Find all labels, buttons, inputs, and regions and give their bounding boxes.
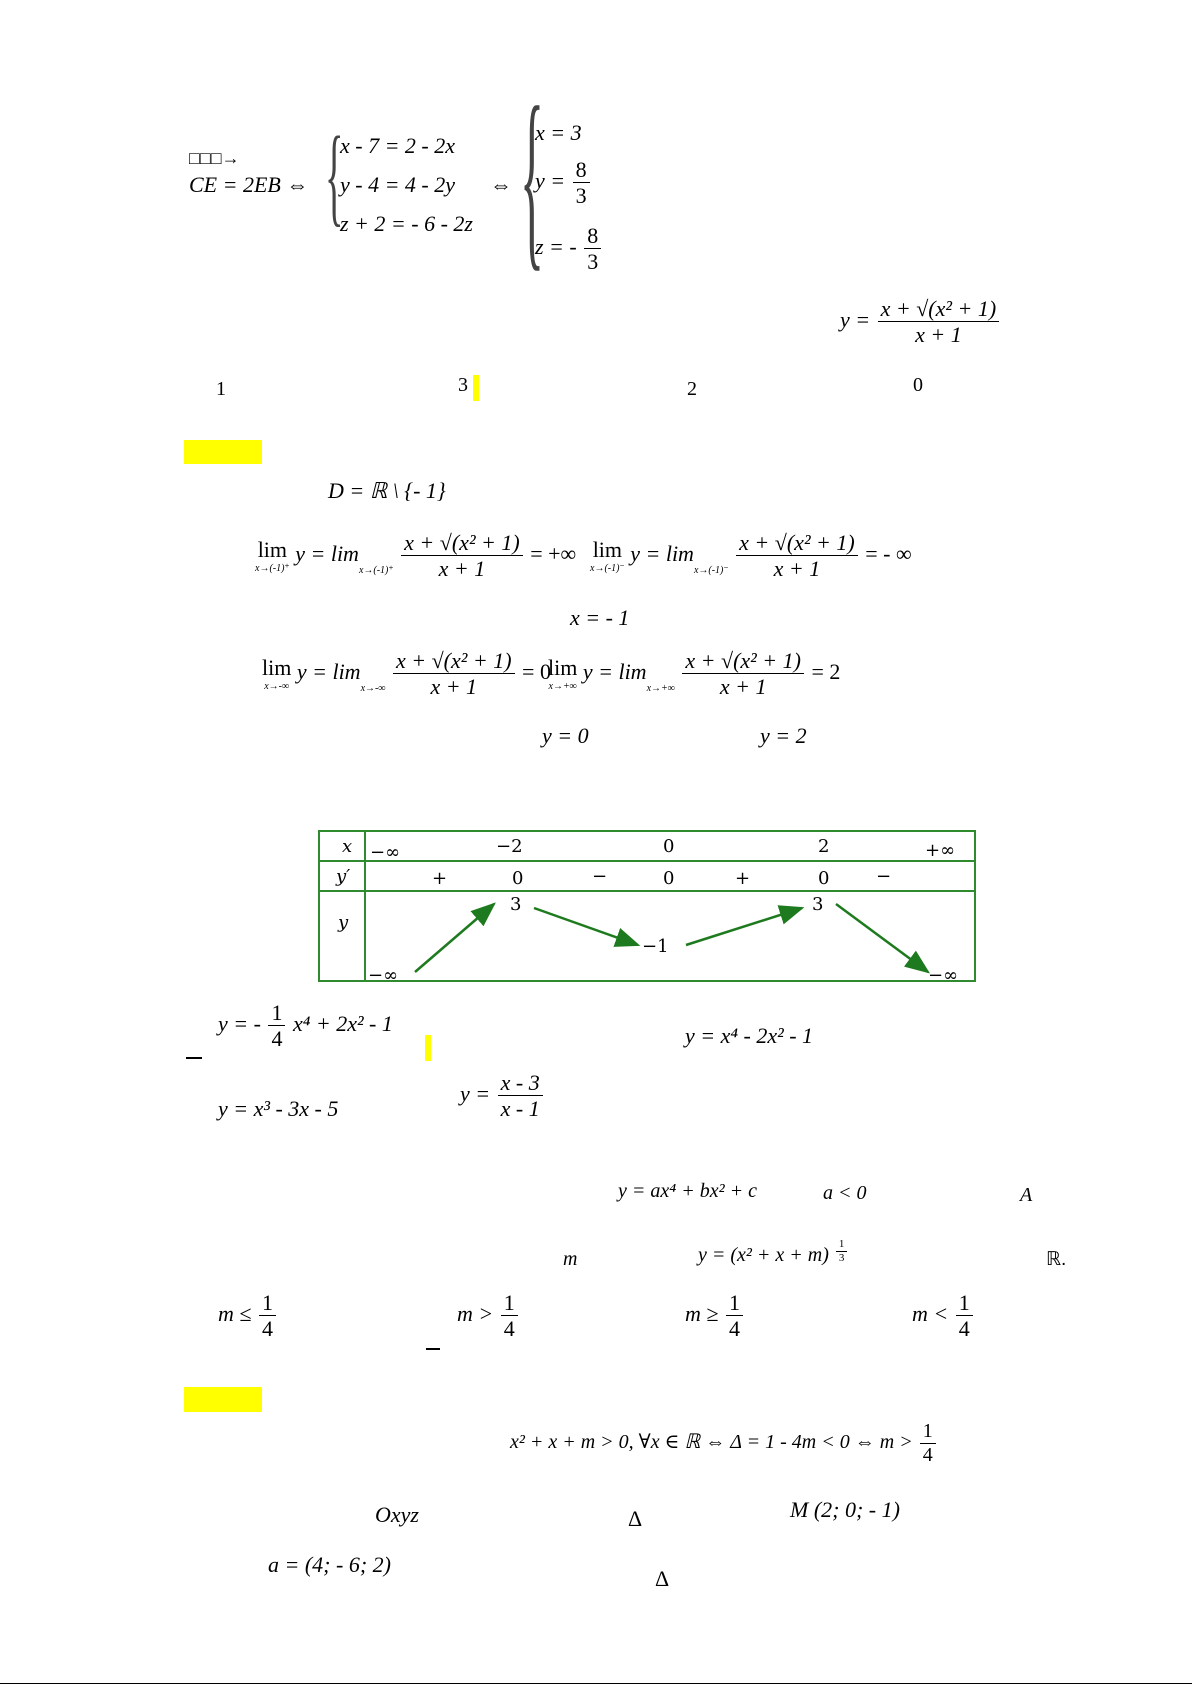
solution-y: y = $\frac{8}{3}$	[535, 157, 592, 209]
real-set: ℝ.	[1046, 1249, 1067, 1270]
page-bottom-rule	[0, 1683, 1192, 1684]
limit-minus-infinity: lim x→-∞ $y = \lim_{x\to-\infty}$ $\frac{\text{x + √(x² + 1)}}{x + 1}$ = 0	[262, 648, 551, 700]
option-b: 3	[458, 374, 468, 396]
system-brace-2: {	[520, 67, 544, 288]
option-function-3: y = x³ - 3x - 5	[218, 1096, 339, 1121]
solution-inequality: x² + x + m > 0, ∀x ∈ ℝ ⇔ Δ = 1 - 4m < 0 ⇔ m > $\frac{1}{4}$	[510, 1420, 938, 1467]
condition-a: a < 0	[823, 1182, 867, 1204]
quartic-function: y = ax⁴ + bx² + c	[618, 1180, 757, 1202]
m-option-b: m > $\frac{1}{4}$	[457, 1290, 520, 1342]
yprime-value: +	[432, 868, 448, 889]
solution-x: x = 3	[535, 120, 582, 145]
limit-right: lim x→(-1)⁻ $y = \lim_{x\to(-1)^-}$ $\frac{\text{x + √(x² + 1)}}{x + 1}$ = - ∞	[590, 530, 912, 582]
y-value: −∞	[928, 965, 959, 986]
x-value: −∞	[370, 842, 401, 863]
horizontal-asymptote-2: y = 2	[760, 723, 807, 748]
m-option-d: m < $\frac{1}{4}$	[912, 1290, 975, 1342]
solution-label-highlight	[184, 1387, 262, 1412]
limit-plus-infinity: lim x→+∞ $y = \lim_{x\to+\infty}$ $\frac{\text{x + √(x² + 1)}}{x + 1}$ = 2	[548, 648, 841, 700]
x-value: +∞	[925, 840, 956, 861]
system1-eq2: y - 4 = 4 - 2y	[340, 172, 456, 197]
point-a: A	[1020, 1184, 1033, 1206]
y-value: −∞	[368, 965, 399, 986]
table-label-x: x	[342, 836, 353, 857]
solution-z: z = - $\frac{8}{3}$	[535, 223, 603, 275]
table-label-y: y	[338, 912, 349, 933]
m-option-a: m ≤ $\frac{1}{4}$	[218, 1290, 278, 1342]
vector-marks: □□□→	[189, 148, 240, 168]
line-delta-2: Δ	[655, 1566, 670, 1591]
domain: D = ℝ \ {- 1}	[328, 478, 446, 503]
direction-vector: a = (4; - 6; 2)	[268, 1552, 391, 1577]
point-m: M (2; 0; - 1)	[790, 1497, 900, 1522]
system1-eq3: z + 2 = - 6 - 2z	[340, 211, 473, 236]
limit-left: lim x→(-1)⁺ $y = \lim_{x\to(-1)^+}$ $\frac{\text{x + √(x² + 1)}}{x + 1}$ = +∞	[255, 530, 577, 582]
option-d: 0	[913, 374, 923, 396]
option-function-1: y = - $\frac{1}{4}$ x⁴ + 2x² - 1	[218, 1000, 393, 1052]
x-value: −2	[496, 836, 523, 857]
system-brace-1: {	[325, 114, 344, 236]
option-function-4: y = $\frac{x - 3}{x - 1}$	[460, 1070, 545, 1122]
x-value: 2	[818, 836, 830, 857]
horizontal-asymptote-1: y = 0	[542, 723, 589, 748]
y-value: 3	[812, 894, 824, 915]
table-label-yprime: y′	[336, 866, 351, 887]
option-dash	[426, 1348, 440, 1350]
option-function-2: y = x⁴ - 2x² - 1	[685, 1023, 814, 1048]
power-function: y = (x² + x + m) $\frac{1}{3}$	[698, 1238, 849, 1267]
m-option-c: m ≥ $\frac{1}{4}$	[685, 1290, 745, 1342]
line-delta: Δ	[628, 1506, 643, 1531]
iff-symbol: ⇔	[490, 172, 512, 197]
option-a: 1	[216, 378, 226, 400]
yprime-value: 0	[512, 868, 524, 889]
yprime-value: −	[592, 866, 608, 887]
y-value: −1	[642, 936, 669, 957]
yprime-value: 0	[818, 868, 830, 889]
coordinate-space: Oxyz	[375, 1502, 419, 1527]
yprime-value: 0	[663, 868, 675, 889]
vertical-asymptote: x = - 1	[570, 605, 630, 630]
vector-equation-lhs: CE = 2EB ⇔	[189, 172, 309, 197]
question-function: y = $\frac{\text{x + √(x² + 1)}}{x + 1}$	[840, 296, 1001, 348]
option-c: 2	[687, 378, 697, 400]
yprime-value: +	[735, 868, 751, 889]
system1-eq1: x - 7 = 2 - 2x	[340, 133, 456, 158]
parameter-m: m	[563, 1248, 578, 1270]
option-dash	[186, 1057, 202, 1059]
y-value: 3	[510, 894, 522, 915]
yprime-value: −	[876, 866, 892, 887]
highlight-mark	[425, 1035, 431, 1061]
x-value: 0	[663, 836, 675, 857]
